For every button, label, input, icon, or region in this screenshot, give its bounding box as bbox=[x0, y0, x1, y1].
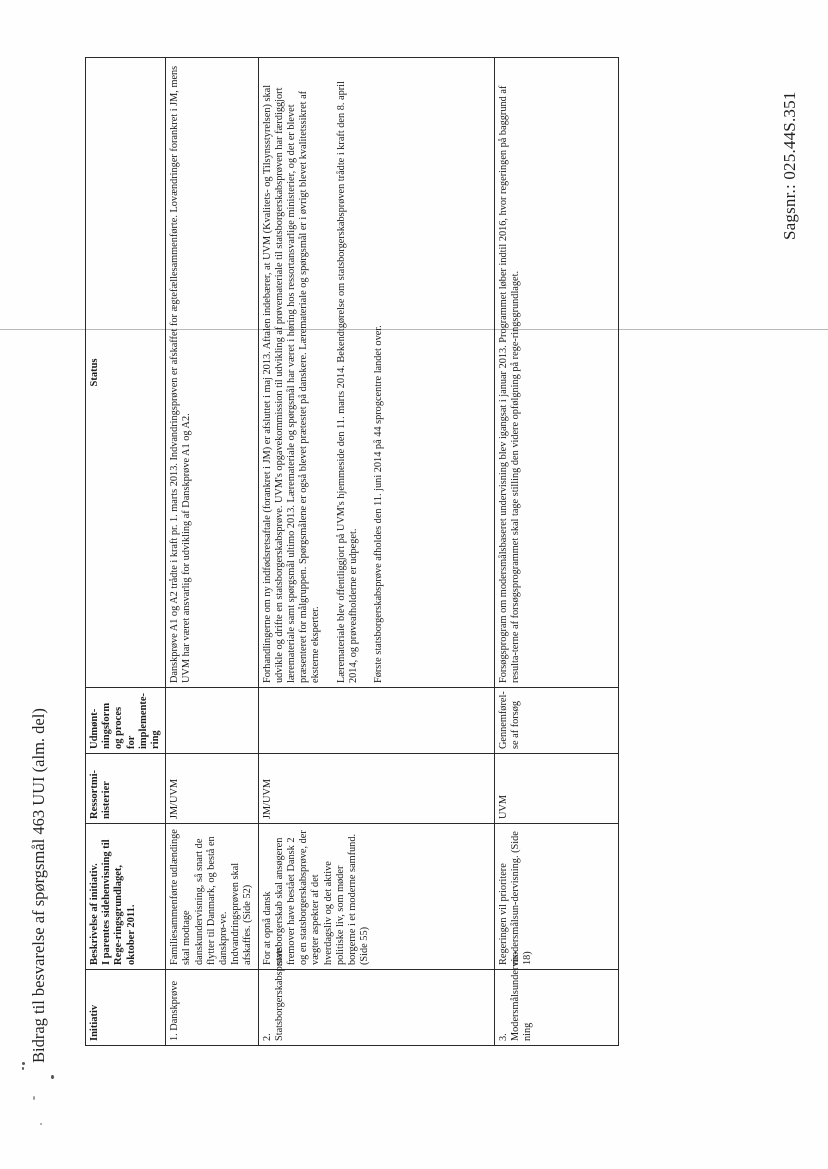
row-ressort: JM/UVM bbox=[166, 754, 258, 824]
status-paragraph: Danskprøve A1 og A2 trådte i kraft pr. 1. marts 2013. Indvandringsprøven er afskaffet for ægtefællesammenførte. Lovændringer forankret i JM, mens UVM har været ansvarlig for udvikling af Danskprøve A1 og A2. bbox=[169, 65, 193, 683]
table-header-row bbox=[86, 58, 166, 1046]
initiatives-table bbox=[85, 57, 619, 1046]
scan-speck bbox=[22, 1067, 24, 1070]
row-initiativ: 3. Modersmålsundervis-ning bbox=[494, 970, 618, 1046]
status-paragraph: Forhandlingerne om ny indfødsretsaftale (forankret i JM) er afsluttet i maj 2013. Aftalen indebærer, at UVM (Kvalitets- og Tilsynsstyrelsen) skal udvikle og drifte en statsborgerskabsprøve. UVM's opgavekommission til udvikling af prøvemateriale til statsborgerskabsprøven har færdiggjort læremateriale samt spørgsmål ultimo 2013. Læremateriale og spørgsmål har været i høring hos ressortansvarlige ministerier, og det er blevet præsenteret for målgruppen. Spørgsmålene er også blevet prætestet på danskere. Læremateriale og spørgsmål er i øvrigt blevet kvalitetssikret af eksterne eksperter. bbox=[261, 84, 322, 683]
table-row bbox=[258, 58, 494, 1046]
row-beskrivelse: For at opnå dansk statsborgerskab skal ansøgeren fremover have bestået Dansk 2 og en statsborgerskabsprøve, der vægter aspekter af det hverdagsliv og det aktive politiske liv, som møder borgerne i et moderne samfund. (Side 55) bbox=[258, 824, 494, 970]
case-number: Sagsnr.: 025.44S.351 bbox=[780, 91, 799, 240]
scan-speck bbox=[51, 1075, 54, 1079]
scan-speck bbox=[33, 1096, 35, 1100]
status-paragraph: Læremateriale blev offentliggjort på UVM's hjemmeside den 11. marts 2014. Bekendtgørelse om statsborgerskabsprøven trådte i kraft den 8. april 2014, og prøveafholderne er udpeget. bbox=[335, 81, 359, 683]
row-beskrivelse: Regeringen vil prioritere modersmålsun-dervisning. (Side 18) bbox=[494, 824, 618, 970]
row-udmoent bbox=[258, 688, 494, 754]
row-udmoent bbox=[166, 688, 258, 754]
row-initiativ: 1. Danskprøve bbox=[166, 970, 258, 1046]
status-paragraph: Første statsborgerskabsprøve afholdes den 11. juni 2014 på 44 sprogcentre landet over. bbox=[373, 325, 385, 683]
scan-speck bbox=[40, 1123, 42, 1125]
row-udmoent: Gennemførel-se af forsøg bbox=[494, 688, 618, 754]
row-ressort: JM/UVM bbox=[258, 754, 494, 824]
row-initiativ: 2. Statsborgerskabsprøve bbox=[258, 970, 494, 1046]
row-status bbox=[166, 58, 258, 688]
rotated-table-wrapper bbox=[85, 58, 607, 1046]
header-initiativ: Initiativ bbox=[86, 970, 166, 1046]
header-udmoent: Udmønt-ningsform og proces for implemente-ring bbox=[86, 688, 166, 754]
row-status bbox=[494, 58, 618, 688]
page-heading: Bidrag til besvarelse af spørgsmål 463 UUI (alm. del) bbox=[29, 708, 48, 1063]
row-status bbox=[258, 58, 494, 688]
status-paragraph: Forsøgsprogram om modersmålsbaseret undervisning blev igangsat i januar 2013. Programmet løber indtil 2016, hvor regeringen på baggrund af resulta-terne af forsøgsprogrammet skal tage stilling den videre opfølgning på rege-ringsgrundlaget. bbox=[497, 85, 521, 683]
scan-speck bbox=[22, 1062, 25, 1065]
header-beskrivelse bbox=[86, 824, 166, 970]
table-row bbox=[494, 58, 618, 1046]
header-beskrivelse-text: Beskrivelse af initiativ. I parentes sidehenvisning til Rege-ringsgrundlaget, oktober 2011. bbox=[89, 839, 137, 965]
header-status: Status bbox=[86, 58, 166, 688]
header-ressort: Ressortmi-nisterier bbox=[86, 754, 166, 824]
row-beskrivelse: Familiesammenførte udlændinge skal modtage danskundervisning, så snart de flytter til Danmark, og bestå en danskprø-ve. Indvandringsprøven skal afskaffes. (Side 52) bbox=[166, 824, 258, 970]
row-ressort: UVM bbox=[494, 754, 618, 824]
table-row bbox=[166, 58, 258, 1046]
